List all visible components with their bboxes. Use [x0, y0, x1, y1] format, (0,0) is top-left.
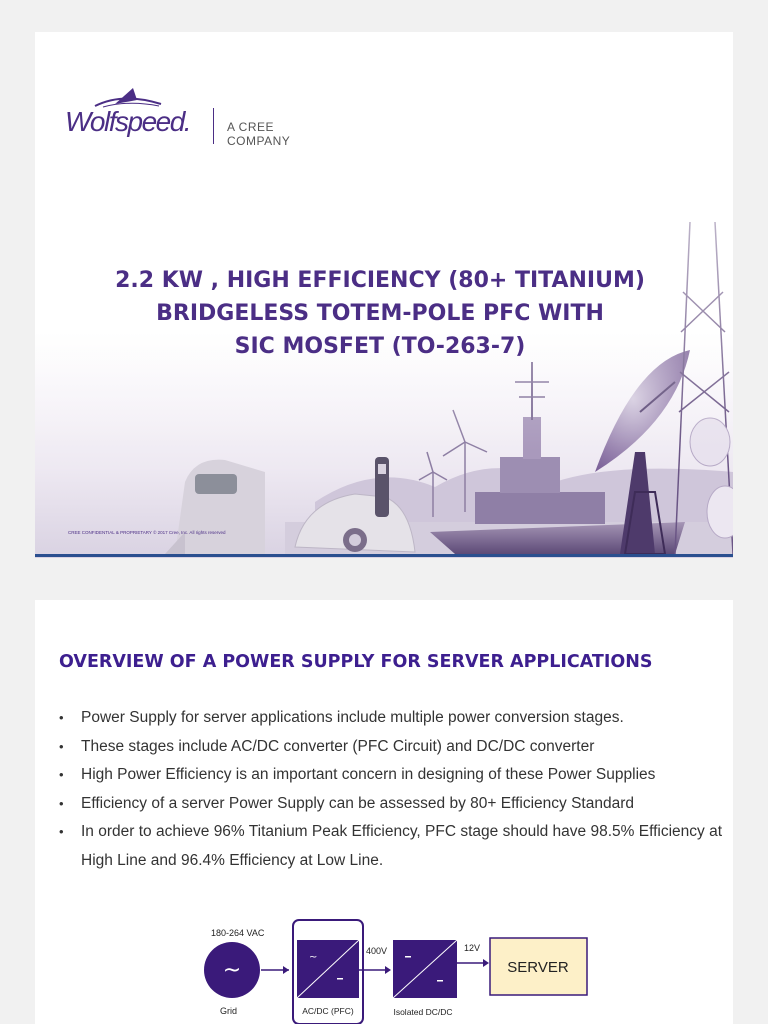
list-item — [59, 733, 733, 762]
footer-rule — [35, 554, 733, 557]
bullet-icon: • — [59, 767, 64, 783]
dcdc-in-symbol — [405, 956, 411, 958]
output-voltage-label: 12V — [464, 943, 481, 953]
bullet-list — [59, 704, 733, 876]
arrow-icon — [385, 966, 391, 974]
pfc-dc-symbol — [337, 978, 343, 980]
list-item-text: High Power Efficiency is an important concern in designing of these Power Supplies — [81, 766, 656, 784]
slide-title-line: 2.2 KW , HIGH EFFICIENCY (80+ TITANIUM) — [115, 268, 645, 293]
list-item-text: Efficiency of a server Power Supply can be assessed by 80+ Efficiency Standard — [81, 794, 634, 812]
pfc-ac-symbol: ~ — [309, 952, 318, 963]
slide-title-line: SIC MOSFET (TO-263-7) — [234, 334, 526, 359]
arrow-icon — [483, 959, 489, 967]
pfc-label: AC/DC (PFC) — [302, 1006, 354, 1016]
list-item — [59, 818, 733, 875]
dcdc-out-symbol — [437, 980, 443, 982]
logo-divider — [213, 108, 214, 144]
bullet-icon: • — [59, 710, 64, 725]
overview-slide — [35, 600, 733, 1024]
slide-heading: OVERVIEW OF A POWER SUPPLY FOR SERVER APPLICATIONS — [59, 652, 653, 672]
logo-wordmark: Wolfspeed. — [65, 106, 191, 137]
title-slide — [35, 32, 733, 558]
logo-tagline: A CREE COMPANY — [227, 120, 291, 148]
bullet-icon: • — [59, 795, 64, 811]
power-supply-block-diagram — [195, 918, 595, 1024]
arrow-icon — [283, 966, 289, 974]
dcdc-label: Isolated DC/DC — [393, 1007, 453, 1017]
list-item-text: In order to achieve 96% Titanium Peak Efficiency, PFC stage should have 98.5% Efficiency at High Line and 96.4% Efficiency at Low Line. — [81, 823, 723, 869]
ac-wave-symbol: ~ — [222, 958, 242, 983]
list-item — [59, 704, 733, 733]
grid-label: Grid — [220, 1006, 238, 1016]
confidential-footer: CREE CONFIDENTIAL & PROPRIETARY © 2017 Cree, Inc. All rights reserved — [68, 530, 226, 535]
bullet-icon: • — [59, 824, 64, 840]
bus-voltage-label: 400V — [366, 946, 388, 956]
input-voltage-label: 180-264 VAC — [211, 928, 265, 938]
wolfspeed-logo — [65, 88, 325, 148]
list-item — [59, 761, 733, 790]
bullet-icon: • — [59, 738, 64, 754]
list-item-text: These stages include AC/DC converter (PFC Circuit) and DC/DC converter — [81, 737, 595, 755]
slide-title — [95, 264, 665, 363]
server-label: SERVER — [507, 959, 569, 976]
slide-title-line: BRIDGELESS TOTEM-POLE PFC WITH — [156, 301, 604, 326]
list-item — [59, 790, 733, 819]
list-item-text: Power Supply for server applications include multiple power conversion stages. — [81, 709, 624, 726]
